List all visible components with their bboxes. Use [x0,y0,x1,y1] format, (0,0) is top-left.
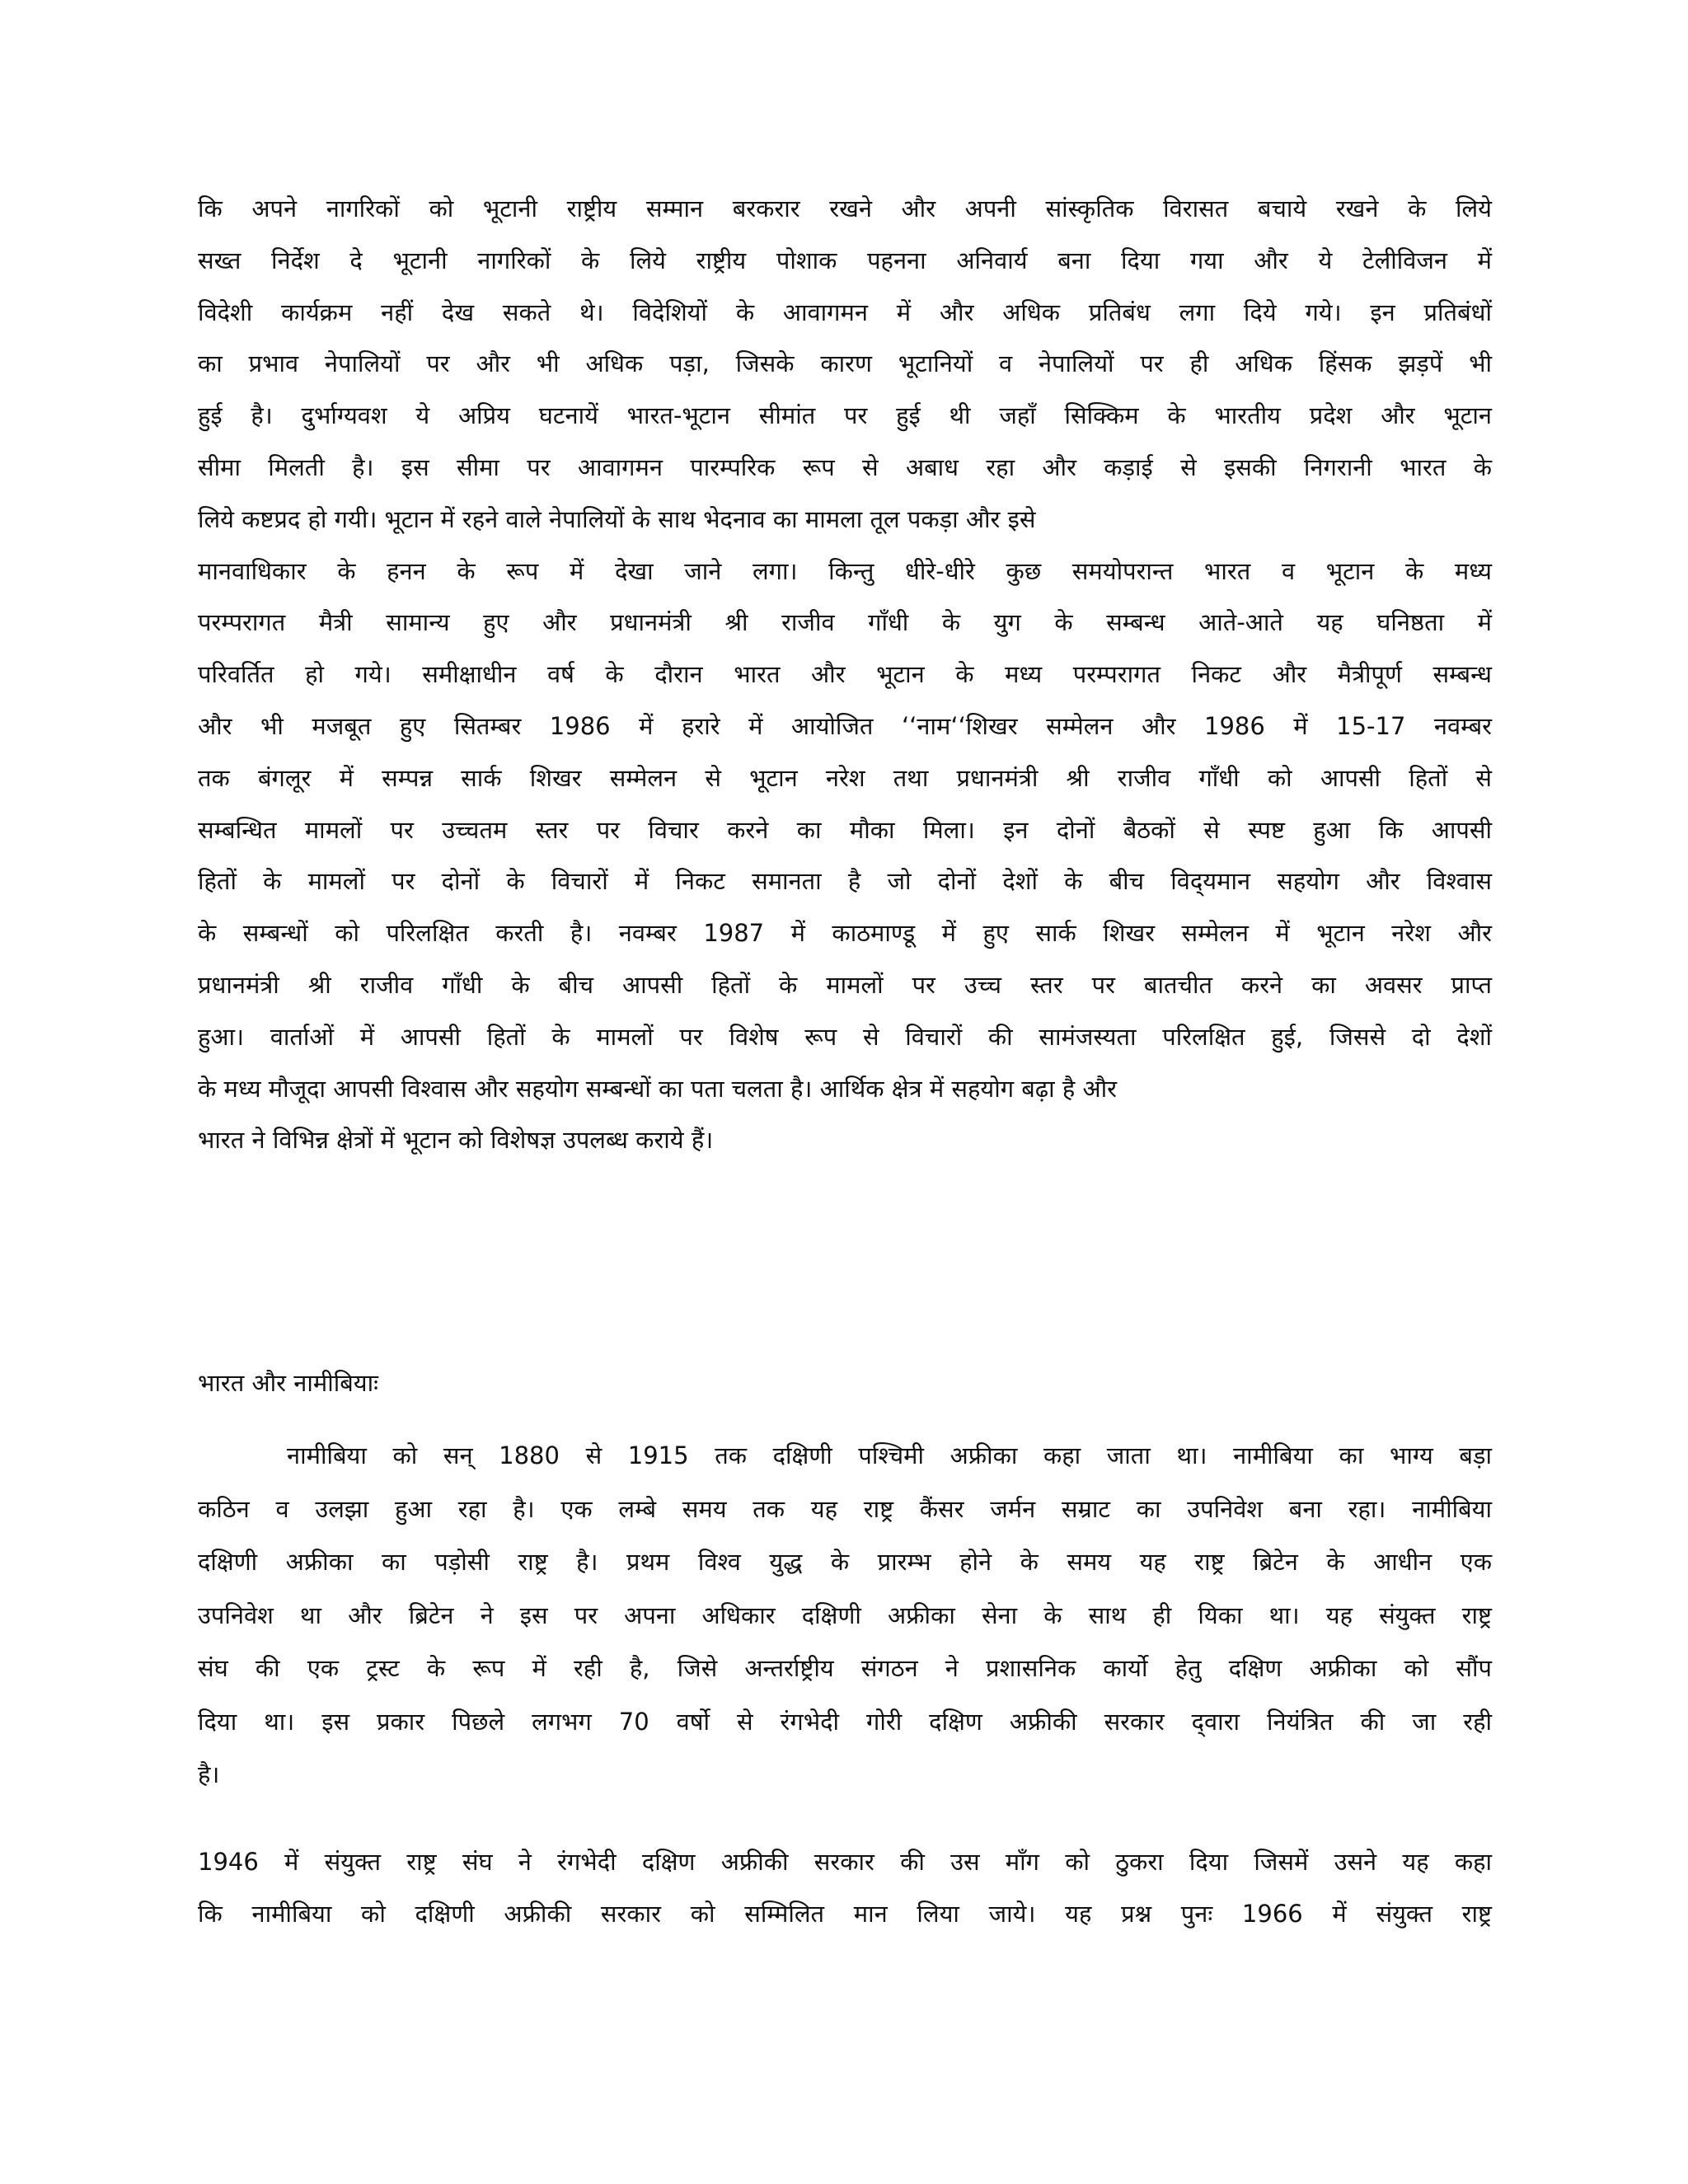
text-line: नामीबिया को सन् 1880 से 1915 तक दक्षिणी पश्चिमी अफ्रीका कहा जाता था। नामीबिया का भाग्य बड़ा [287,1441,1492,1469]
text-line: कठिन व उलझा हुआ रहा है। एक लम्बे समय तक यह राष्ट्र कैंसर जर्मन सम्राट का उपनिवेश बना रहा। नामीबिया [198,1494,1492,1523]
text-line: का प्रभाव नेपालियों पर और भी अधिक पड़ा, जिसके कारण भूटानियों व नेपालियों पर ही अधिक हिंसक झड़पें भी [198,349,1492,378]
text-line: कि अपने नागरिकों को भूटानी राष्ट्रीय सम्मान बरकरार रखने और अपनी सांस्कृतिक विरासत बचाये रखने के लिये [198,194,1492,223]
text-line: सख्त निर्देश दे भूटानी नागरिकों के लिये राष्ट्रीय पोशाक पहनना अनिवार्य बना दिया गया और ये टेलीविजन में [198,246,1492,274]
text-line: के मध्य मौजूदा आपसी विश्वास और सहयोग सम्बन्धों का पता चलता है। आर्थिक क्षेत्र में सहयोग बढ़ा है और [198,1074,1118,1103]
text-line: और भी मजबूत हुए सितम्बर 1986 में हरारे में आयोजित ‘‘नाम‘‘शिखर सम्मेलन और 1986 में 15-17 नवम्बर [198,711,1492,740]
text-line: कि नामीबिया को दक्षिणी अफ्रीकी सरकार को सम्मिलित मान लिया जाये। यह प्रश्न पुनः 1966 में संयुक्त राष्ट्र [198,1900,1492,1928]
text-line: विदेशी कार्यक्रम नहीं देख सकते थे। विदेशियों के आवागमन में और अधिक प्रतिबंध लगा दिये गये। इन प्रतिबंधों [198,298,1492,326]
heading-text: भारत और नामीबियाः [198,1369,378,1397]
text-line: सीमा मिलती है। इस सीमा पर आवागमन पारम्परिक रूप से अबाध रहा और कड़ाई से इसकी निगरानी भारत के [198,452,1492,481]
text-line: है। [198,1760,220,1788]
text-line: मानवाधिकार के हनन के रूप में देखा जाने लगा। किन्तु धीरे-धीरे कुछ समयोपरान्त भारत व भूटान के मध्य [198,556,1492,585]
text-line: हुआ। वार्ताओं में आपसी हितों के मामलों पर विशेष रूप से विचारों की सामंजस्यता परिलक्षित हुई, जिससे दो देशों [198,1022,1492,1051]
text-line: दिया था। इस प्रकार पिछले लगभग 70 वर्षो से रंगभेदी गोरी दक्षिण अफ्रीकी सरकार द्‌वारा नियंत्रित की जा रही [198,1707,1492,1736]
text-line: 1946 में संयुक्त राष्ट्र संघ ने रंगभेदी दक्षिण अफ्रीकी सरकार की उस माँग को ठुकरा दिया जिसमें उसने यह कहा [198,1848,1492,1876]
text-line: हितों के मामलों पर दोनों के विचारों में निकट समानता है जो दोनों देशों के बीच विद्‌यमान सहयोग और विश्वास [198,867,1492,896]
text-line: परम्परागत मैत्री सामान्य हुए और प्रधानमंत्री श्री राजीव गाँधी के युग के सम्बन्ध आते-आते यह घनिष्ठता में [198,608,1492,637]
section-heading [198,1366,1492,1399]
text-line: उपनिवेश था और ब्रिटेन ने इस पर अपना अधिकार दक्षिणी अफ्रीका सेना के साथ ही यिका था। यह संयुक्त राष्ट्र [198,1601,1492,1629]
text-line: लिये कष्टप्रद हो गयी। भूटान में रहने वाले नेपालियों के साथ भेदनाव का मामला तूल पकड़ा और इसे [198,504,1036,533]
text-line: के सम्बन्धों को परिलक्षित करती है। नवम्बर 1987 में काठमाण्डू में हुए सार्क शिखर सम्मेलन में भूटान नरेश और [198,919,1492,948]
text-line: भारत ने विभिन्न क्षेत्रों में भूटान को विशेषज्ञ उपलब्ध कराये हैं। [198,1126,714,1155]
text-line: दक्षिणी अफ्रीका का पड़ोसी राष्ट्र है। प्रथम विश्व युद्ध के प्रारम्भ होने के समय यह राष्ट्र ब्रिटेन के आधीन एक [198,1548,1492,1576]
text-line: तक बंगलूर में सम्पन्न सार्क शिखर सम्मेलन से भूटान नरेश तथा प्रधानमंत्री श्री राजीव गाँधी को आपसी हितों से [198,763,1492,792]
text-line: संघ की एक ट्रस्ट के रूप में रही है, जिसे अन्तर्राष्ट्रीय संगठन ने प्रशासनिक कार्यो हेतु दक्षिण अफ्रीका को सौंप [198,1654,1492,1682]
paragraph-un-1946 [198,1836,1492,1940]
text-line: प्रधानमंत्री श्री राजीव गाँधी के बीच आपसी हितों के मामलों पर उच्च स्तर पर बातचीत करने का अवसर प्राप्त [198,970,1492,999]
text-line: हुई है। दुर्भाग्यवश ये अप्रिय घटनायें भारत-भूटान सीमांत पर हुई थी जहाँ सिक्किम के भारतीय प्रदेश और भूटान [198,401,1492,430]
text-line: परिवर्तित हो गये। समीक्षाधीन वर्ष के दौरान भारत और भूटान के मध्य परम्परागत निकट और मैत्रीपूर्ण सम्बन्ध [198,660,1492,689]
paragraph-namibia-history [198,1429,1492,1802]
text-line: सम्बन्धित मामलों पर उच्चतम स्तर पर विचार करने का मौका मिला। इन दोनों बैठकों से स्पष्ट हुआ कि आपसी [198,815,1492,844]
paragraph-bhutan-relations [198,183,1492,1166]
